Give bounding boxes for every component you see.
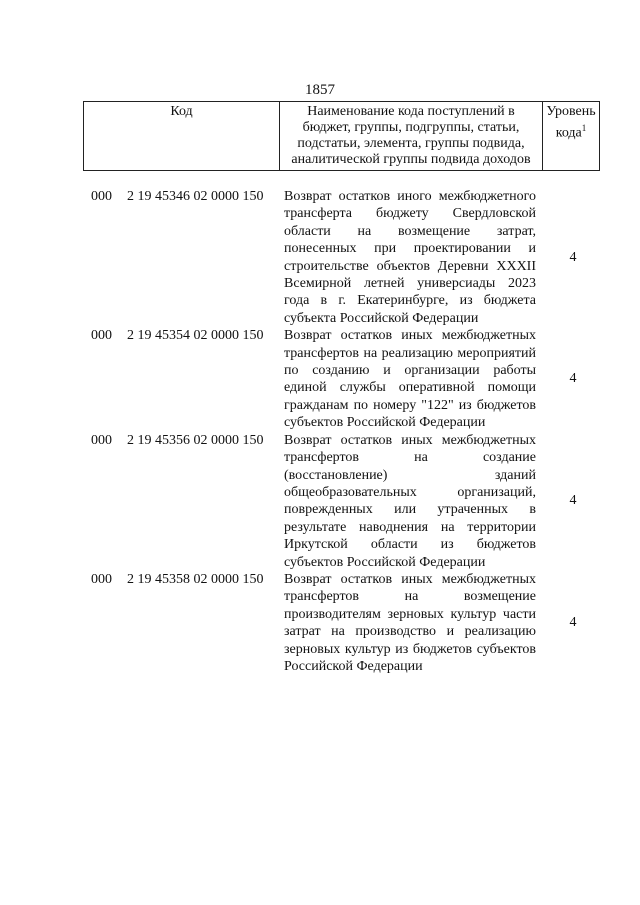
row-name: Возврат остатков иных межбюджетных трансфертов на создание (восстановление) зданий общеобразовательных организаций, поврежденных или утраченных в результате наводнения на территории Иркутской области из бюджетов субъектов Российской Федерации (284, 432, 536, 570)
row-level: 4 (569, 249, 577, 265)
row-budget-code: 000 (91, 189, 112, 204)
row-income-code: 2 19 45356 02 0000 150 (127, 432, 264, 448)
row-budget-code: 000 (91, 328, 112, 344)
code-list (0, 188, 640, 675)
row-name: Возврат остатков иных межбюджетных трансфертов на возмещение производителям зерновых культур части затрат на производство и реализацию зерновых культур из бюджетов субъектов Российской Федерации (284, 571, 536, 674)
header-row (84, 102, 600, 171)
row-income-code: 2 19 45346 02 0000 150 (127, 189, 264, 204)
header-table (83, 101, 600, 171)
page-number: 1857 (305, 82, 335, 98)
row-name: Возврат остатков иного межбюджетного трансферта бюджету Свердловской области на возмещение затрат, понесенных при проектировании и строительстве объектов Деревни XXXII Всемирной летней универсиады 2023 года в г. Екатеринбурге, из бюджета субъекта Российской Федерации (284, 189, 536, 326)
row-budget-code: 000 (91, 571, 112, 587)
header-code: Код (84, 102, 280, 171)
table-row (0, 327, 640, 431)
header-level-footnote: 1 (581, 123, 587, 133)
table-row (0, 188, 640, 327)
row-name: Возврат остатков иных межбюджетных трансфертов на реализацию мероприятий по созданию и организации работы единой службы оперативной помощи гражданам по номеру "122" из бюджетов субъектов Российской Федерации (284, 328, 536, 431)
row-level: 4 (569, 493, 577, 509)
table-row (0, 571, 640, 675)
row-level: 4 (569, 371, 577, 387)
header-level-label: Уровень кода (546, 104, 596, 141)
row-level: 4 (569, 615, 577, 631)
row-income-code: 2 19 45358 02 0000 150 (127, 571, 264, 587)
row-budget-code: 000 (91, 432, 112, 448)
header-name: Наименование кода поступлений в бюджет, группы, подгруппы, статьи, подстатьи, элемента, группы подвида, аналитической группы подвида доходов (280, 102, 543, 171)
row-income-code: 2 19 45354 02 0000 150 (127, 328, 264, 344)
table-row (0, 432, 640, 571)
header-level (543, 102, 600, 171)
